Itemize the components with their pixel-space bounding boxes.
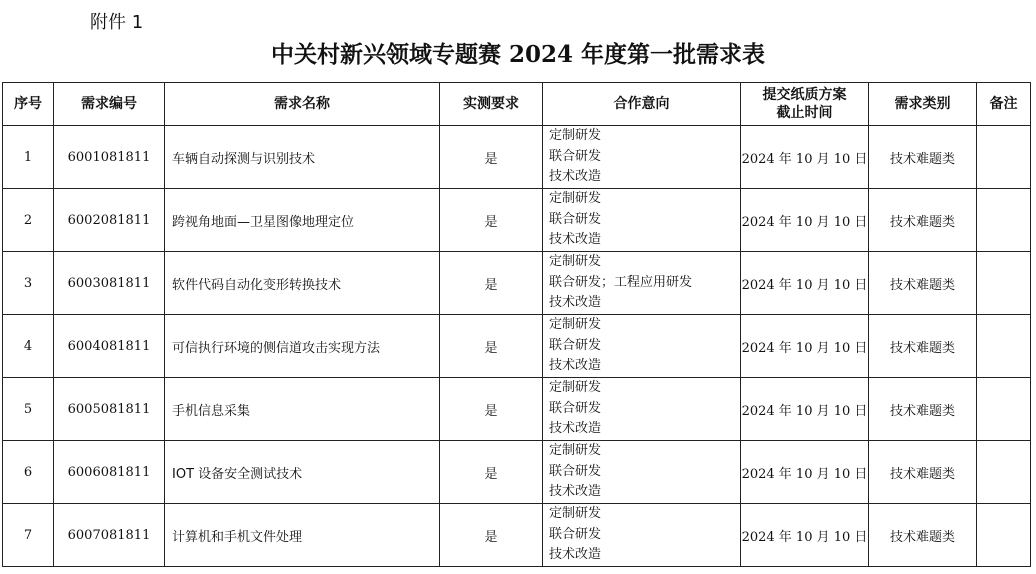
cell-seq: 1 — [3, 126, 54, 189]
cell-test: 是 — [440, 126, 543, 189]
cell-category: 技术难题类 — [869, 441, 977, 504]
coop-item: 联合研发 — [549, 211, 602, 227]
cell-name: 计算机和手机文件处理 — [165, 504, 440, 567]
cell-deadline: 2024 年 10 月 10 日 — [741, 315, 869, 378]
coop-item: 定制研发 — [549, 191, 602, 207]
cell-category: 技术难题类 — [869, 189, 977, 252]
coop-item: 定制研发 — [549, 443, 602, 459]
header-seq: 序号 — [3, 83, 54, 126]
cell-coop — [543, 504, 741, 567]
cell-deadline: 2024 年 10 月 10 日 — [741, 252, 869, 315]
requirements-table — [2, 82, 1031, 567]
coop-item: 联合研发 — [549, 148, 602, 164]
cell-remark — [977, 504, 1031, 567]
cell-coop — [543, 378, 741, 441]
coop-item: 联合研发 — [549, 463, 602, 479]
cell-category: 技术难题类 — [869, 126, 977, 189]
cell-coop — [543, 189, 741, 252]
cell-category: 技术难题类 — [869, 252, 977, 315]
cell-code: 6002081811 — [54, 189, 165, 252]
coop-item: 定制研发 — [549, 506, 602, 522]
coop-item: 技术改造 — [549, 484, 602, 500]
coop-item: 定制研发 — [549, 254, 602, 270]
cell-seq: 5 — [3, 378, 54, 441]
table-body — [3, 126, 1031, 567]
cell-code: 6004081811 — [54, 315, 165, 378]
cell-name: IOT 设备安全测试技术 — [165, 441, 440, 504]
cell-remark — [977, 441, 1031, 504]
cell-coop — [543, 126, 741, 189]
coop-item: 联合研发 — [549, 526, 602, 542]
coop-item: 技术改造 — [549, 232, 602, 248]
cell-coop — [543, 252, 741, 315]
cell-coop — [543, 315, 741, 378]
cell-category: 技术难题类 — [869, 378, 977, 441]
table-row — [3, 126, 1031, 189]
cell-remark — [977, 378, 1031, 441]
attachment-label: 附件 1 — [90, 12, 144, 33]
table-row — [3, 315, 1031, 378]
cell-deadline: 2024 年 10 月 10 日 — [741, 189, 869, 252]
coop-item: 联合研发 — [549, 400, 602, 416]
cell-name: 跨视角地面—卫星图像地理定位 — [165, 189, 440, 252]
cell-code: 6005081811 — [54, 378, 165, 441]
cell-test: 是 — [440, 315, 543, 378]
table-row — [3, 441, 1031, 504]
cell-seq: 4 — [3, 315, 54, 378]
cell-test: 是 — [440, 378, 543, 441]
cell-seq: 3 — [3, 252, 54, 315]
cell-remark — [977, 189, 1031, 252]
cell-category: 技术难题类 — [869, 315, 977, 378]
page-title: 中关村新兴领域专题赛 2024 年度第一批需求表 — [270, 41, 766, 68]
cell-seq: 2 — [3, 189, 54, 252]
cell-test: 是 — [440, 189, 543, 252]
header-category: 需求类别 — [869, 83, 977, 126]
cell-code: 6003081811 — [54, 252, 165, 315]
coop-item: 联合研发；工程应用研发 — [549, 274, 693, 290]
cell-remark — [977, 252, 1031, 315]
header-deadline-line1: 提交纸质方案 — [762, 87, 847, 103]
cell-code: 6001081811 — [54, 126, 165, 189]
table-row — [3, 252, 1031, 315]
coop-item: 技术改造 — [549, 547, 602, 563]
cell-deadline: 2024 年 10 月 10 日 — [741, 504, 869, 567]
cell-test: 是 — [440, 504, 543, 567]
cell-name: 可信执行环境的侧信道攻击实现方法 — [165, 315, 440, 378]
cell-coop — [543, 441, 741, 504]
coop-item: 定制研发 — [549, 317, 602, 333]
table-row — [3, 504, 1031, 567]
header-coop: 合作意向 — [543, 83, 741, 126]
cell-seq: 6 — [3, 441, 54, 504]
cell-code: 6007081811 — [54, 504, 165, 567]
cell-name: 手机信息采集 — [165, 378, 440, 441]
coop-item: 技术改造 — [549, 421, 602, 437]
coop-item: 技术改造 — [549, 295, 602, 311]
header-test: 实测要求 — [440, 83, 543, 126]
coop-item: 技术改造 — [549, 358, 602, 374]
cell-remark — [977, 126, 1031, 189]
cell-deadline: 2024 年 10 月 10 日 — [741, 378, 869, 441]
coop-item: 联合研发 — [549, 337, 602, 353]
coop-item: 定制研发 — [549, 128, 602, 144]
cell-test: 是 — [440, 441, 543, 504]
cell-category: 技术难题类 — [869, 504, 977, 567]
header-remark: 备注 — [977, 83, 1031, 126]
table-row — [3, 378, 1031, 441]
cell-deadline: 2024 年 10 月 10 日 — [741, 126, 869, 189]
cell-name: 车辆自动探测与识别技术 — [165, 126, 440, 189]
header-name: 需求名称 — [165, 83, 440, 126]
cell-seq: 7 — [3, 504, 54, 567]
header-deadline-line2: 截止时间 — [776, 105, 833, 121]
table-header-row — [3, 83, 1031, 126]
table-row — [3, 189, 1031, 252]
coop-item: 定制研发 — [549, 380, 602, 396]
cell-remark — [977, 315, 1031, 378]
header-code: 需求编号 — [54, 83, 165, 126]
coop-item: 技术改造 — [549, 169, 602, 185]
header-deadline — [741, 83, 869, 126]
cell-name: 软件代码自动化变形转换技术 — [165, 252, 440, 315]
cell-deadline: 2024 年 10 月 10 日 — [741, 441, 869, 504]
cell-code: 6006081811 — [54, 441, 165, 504]
cell-test: 是 — [440, 252, 543, 315]
